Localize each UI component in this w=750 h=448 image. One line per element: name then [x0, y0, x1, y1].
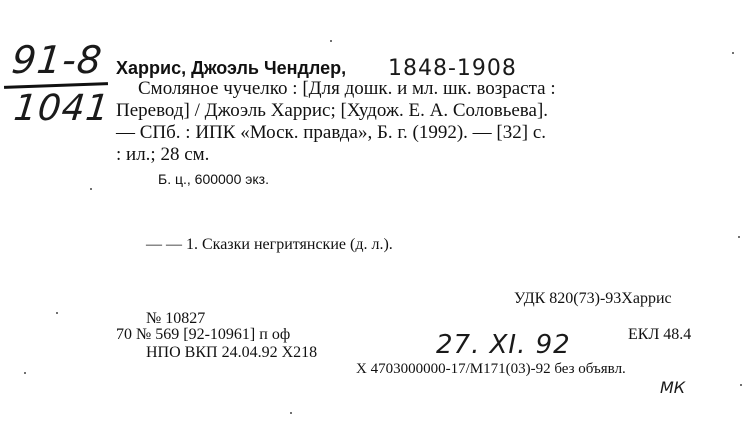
- order-number: 70 № 569 [92-10961] п оф: [116, 326, 291, 343]
- shelf-mark-top: 91-8: [9, 38, 105, 82]
- paper-speck: [56, 312, 58, 314]
- price-print-run: Б. ц., 600000 экз.: [158, 171, 269, 187]
- paper-speck: [24, 372, 26, 374]
- paper-speck: [290, 412, 292, 414]
- publication-line: — СПб. : ИПК «Моск. правда», Б. г. (1992). — [32] с.: [116, 122, 547, 143]
- handwritten-initials: МК: [660, 378, 686, 397]
- paper-speck: [738, 236, 740, 238]
- ekl-code: ЕКЛ 48.4: [628, 326, 692, 343]
- physical-description-line: : ил.; 28 см.: [116, 144, 210, 165]
- udk-code: УДК 820(73)-93Харрис: [514, 290, 672, 307]
- card-number: № 10827: [146, 310, 206, 327]
- author-years: 1848-1908: [388, 56, 517, 81]
- subject-heading: — — 1. Сказки негритянские (д. л.).: [146, 236, 393, 253]
- author-heading: Харрис, Джоэль Чендлер,: [116, 58, 347, 78]
- paper-speck: [740, 384, 742, 386]
- handwritten-date: 27. XI. 92: [436, 330, 571, 360]
- title-line: Смоляное чучелко : [Для дошк. и мл. шк. возраста :: [138, 78, 556, 99]
- paper-speck: [330, 40, 332, 42]
- shelf-mark-bottom: 1041: [11, 88, 112, 129]
- paper-speck: [90, 188, 92, 190]
- description-line-2: Перевод] / Джоэль Харрис; [Худож. Е. А. Соловьева].: [116, 100, 549, 121]
- paper-speck: [732, 52, 734, 54]
- npo-vkp-line: НПО ВКП 24.04.92 Х218: [146, 344, 318, 361]
- isbn-code-line: Х 4703000000-17/М171(03)-92 без объявл.: [356, 361, 626, 377]
